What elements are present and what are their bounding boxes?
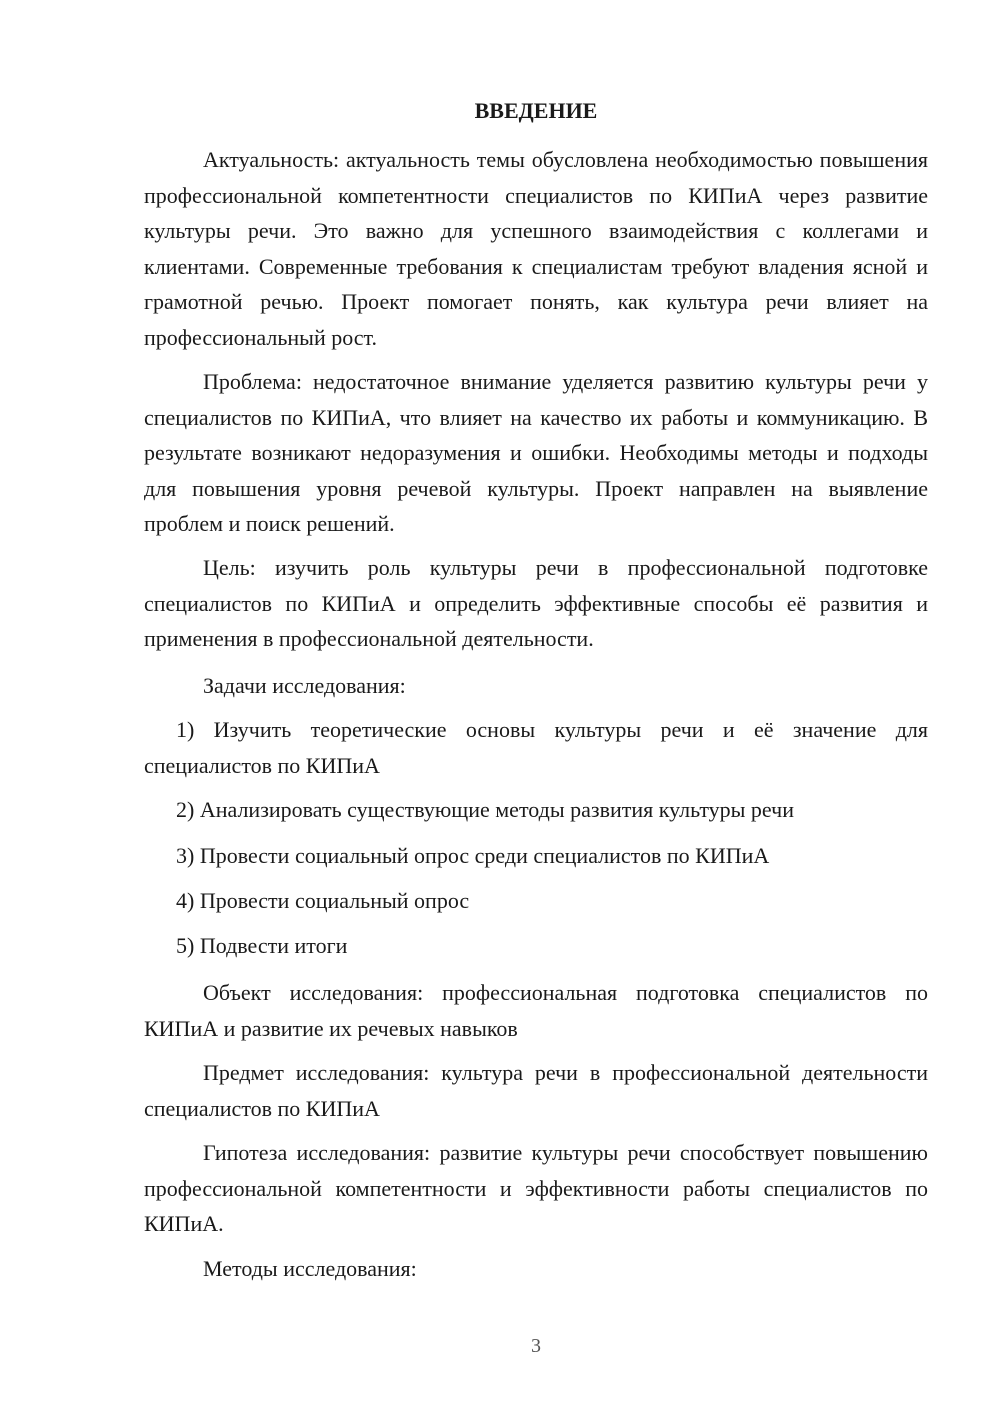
page-number: 3 [531,1335,541,1357]
tasks-heading: Задачи исследования: [203,673,406,698]
task-item-4: 4) Провести социальный опрос [176,888,470,913]
task-item-2: 2) Анализировать существующие методы развития культуры речи [176,797,794,822]
task-item-1: 1) Изучить теоретические основы культуры речи и её значение для специалистов по КИПиА [144,717,928,778]
relevance-paragraph: Актуальность: актуальность темы обусловлена необходимостью повышения профессиональной компетентности специалистов по КИПиА через развитие культуры речи. Это важно для успешного взаимодействия с коллегами и клиентами. Современные требования к специалистам требуют владения ясной и грамотной речью. Проект помогает понять, как культура речи влияет на профессиональный рост. [144,147,928,350]
methods-heading: Методы исследования: [203,1256,417,1281]
task-item-5: 5) Подвести итоги [176,933,348,958]
problem-paragraph: Проблема: недостаточное внимание уделяется развитию культуры речи у специалистов по КИПиА, что влияет на качество их работы и коммуникацию. В результате возникают недоразумения и ошибки. Необходимы методы и подходы для повышения уровня речевой культуры. Проект направлен на выявление проблем и поиск решений. [144,369,928,536]
page-title: ВВЕДЕНИЕ [474,98,598,123]
subject-paragraph: Предмет исследования: культура речи в профессиональной деятельности специалистов по КИПиА [144,1060,928,1121]
task-item-3: 3) Провести социальный опрос среди специалистов по КИПиА [176,843,770,868]
object-paragraph: Объект исследования: профессиональная подготовка специалистов по КИПиА и развитие их речевых навыков [144,980,928,1041]
hypothesis-paragraph: Гипотеза исследования: развитие культуры речи способствует повышению профессиональной компетентности и эффективности работы специалистов по КИПиА. [144,1140,928,1236]
goal-paragraph: Цель: изучить роль культуры речи в профессиональной подготовке специалистов по КИПиА и определить эффективные способы её развития и применения в профессиональной деятельности. [144,555,928,651]
